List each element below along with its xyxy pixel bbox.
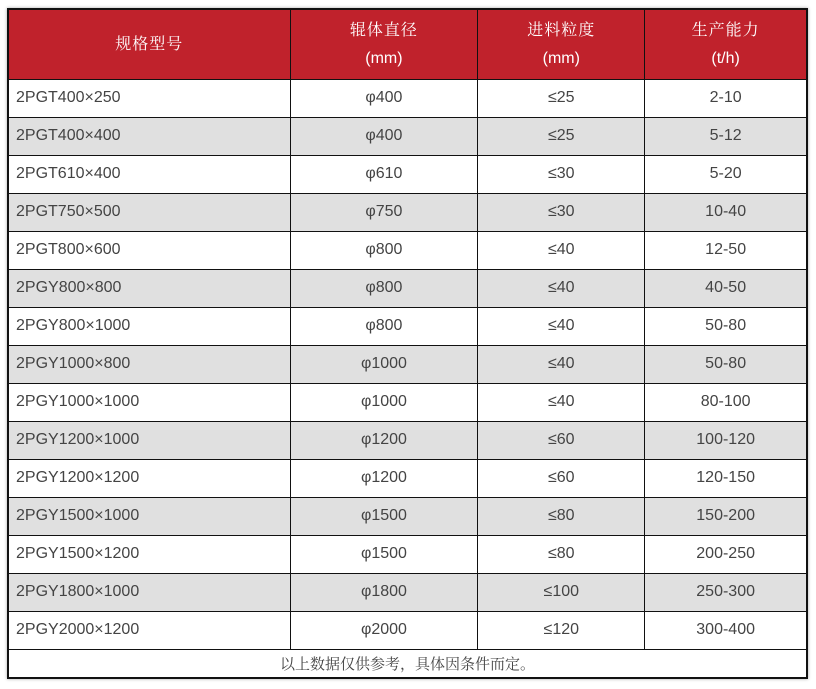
- cell-model: 2PGT610×400: [8, 155, 290, 193]
- cell-model: 2PGY1500×1000: [8, 497, 290, 535]
- table-row: [8, 79, 807, 117]
- cell-roller-diameter: φ1000: [290, 345, 478, 383]
- cell-feed-size: ≤40: [478, 269, 645, 307]
- table-row: [8, 155, 807, 193]
- table-row: [8, 497, 807, 535]
- cell-feed-size: ≤80: [478, 535, 645, 573]
- cell-roller-diameter: φ1200: [290, 421, 478, 459]
- table-row: [8, 307, 807, 345]
- column-header-label: 生产能力: [691, 21, 760, 39]
- cell-capacity: 12-50: [645, 231, 807, 269]
- column-header-feed-size: [478, 9, 645, 79]
- cell-model: 2PGT400×250: [8, 79, 290, 117]
- cell-feed-size: ≤40: [478, 383, 645, 421]
- cell-capacity: 200-250: [645, 535, 807, 573]
- table-row: [8, 535, 807, 573]
- cell-feed-size: ≤30: [478, 193, 645, 231]
- column-header-unit: (mm): [542, 49, 580, 67]
- cell-capacity: 100-120: [645, 421, 807, 459]
- cell-feed-size: ≤40: [478, 307, 645, 345]
- cell-roller-diameter: φ800: [290, 269, 478, 307]
- table-body: [8, 79, 807, 649]
- table-row: [8, 459, 807, 497]
- table-row: [8, 421, 807, 459]
- cell-feed-size: ≤80: [478, 497, 645, 535]
- cell-roller-diameter: φ1000: [290, 383, 478, 421]
- table-row: [8, 231, 807, 269]
- cell-roller-diameter: φ1200: [290, 459, 478, 497]
- cell-roller-diameter: φ610: [290, 155, 478, 193]
- table-row: [8, 383, 807, 421]
- cell-model: 2PGY800×800: [8, 269, 290, 307]
- table-row: [8, 573, 807, 611]
- header-row: [8, 9, 807, 79]
- cell-feed-size: ≤60: [478, 421, 645, 459]
- column-header-capacity: [645, 9, 807, 79]
- column-header-label: 辊体直径: [349, 21, 418, 39]
- cell-feed-size: ≤25: [478, 79, 645, 117]
- cell-capacity: 300-400: [645, 611, 807, 649]
- cell-roller-diameter: φ400: [290, 117, 478, 155]
- cell-roller-diameter: φ1500: [290, 497, 478, 535]
- cell-model: 2PGY800×1000: [8, 307, 290, 345]
- spec-table: [7, 8, 808, 679]
- cell-feed-size: ≤40: [478, 231, 645, 269]
- footer-note: 以上数据仅供参考，具体因条件而定。: [8, 649, 807, 678]
- cell-capacity: 5-12: [645, 117, 807, 155]
- cell-model: 2PGY2000×1200: [8, 611, 290, 649]
- table-footer: [8, 649, 807, 678]
- table-header: [8, 9, 807, 79]
- cell-feed-size: ≤120: [478, 611, 645, 649]
- cell-model: 2PGY1200×1200: [8, 459, 290, 497]
- table-row: [8, 345, 807, 383]
- cell-capacity: 50-80: [645, 307, 807, 345]
- cell-roller-diameter: φ1800: [290, 573, 478, 611]
- cell-roller-diameter: φ1500: [290, 535, 478, 573]
- table-row: [8, 269, 807, 307]
- cell-capacity: 2-10: [645, 79, 807, 117]
- cell-model: 2PGY1200×1000: [8, 421, 290, 459]
- cell-feed-size: ≤40: [478, 345, 645, 383]
- cell-capacity: 5-20: [645, 155, 807, 193]
- cell-capacity: 150-200: [645, 497, 807, 535]
- cell-roller-diameter: φ800: [290, 231, 478, 269]
- table-row: [8, 117, 807, 155]
- column-header-roller-diameter: [290, 9, 478, 79]
- cell-roller-diameter: φ400: [290, 79, 478, 117]
- cell-roller-diameter: φ750: [290, 193, 478, 231]
- cell-model: 2PGY1000×800: [8, 345, 290, 383]
- footer-row: [8, 649, 807, 678]
- table-row: [8, 193, 807, 231]
- column-header-unit: (mm): [365, 49, 403, 67]
- cell-model: 2PGT750×500: [8, 193, 290, 231]
- cell-model: 2PGY1500×1200: [8, 535, 290, 573]
- cell-capacity: 250-300: [645, 573, 807, 611]
- column-header-label: 进料粒度: [527, 21, 596, 39]
- cell-capacity: 40-50: [645, 269, 807, 307]
- cell-capacity: 50-80: [645, 345, 807, 383]
- cell-roller-diameter: φ800: [290, 307, 478, 345]
- cell-capacity: 80-100: [645, 383, 807, 421]
- cell-feed-size: ≤25: [478, 117, 645, 155]
- cell-model: 2PGY1800×1000: [8, 573, 290, 611]
- cell-feed-size: ≤30: [478, 155, 645, 193]
- cell-model: 2PGY1000×1000: [8, 383, 290, 421]
- cell-feed-size: ≤60: [478, 459, 645, 497]
- column-header-model: [8, 9, 290, 79]
- cell-model: 2PGT800×600: [8, 231, 290, 269]
- cell-feed-size: ≤100: [478, 573, 645, 611]
- cell-capacity: 120-150: [645, 459, 807, 497]
- cell-model: 2PGT400×400: [8, 117, 290, 155]
- table-row: [8, 611, 807, 649]
- cell-capacity: 10-40: [645, 193, 807, 231]
- cell-roller-diameter: φ2000: [290, 611, 478, 649]
- column-header-label: 规格型号: [115, 35, 184, 53]
- column-header-unit: (t/h): [711, 49, 740, 67]
